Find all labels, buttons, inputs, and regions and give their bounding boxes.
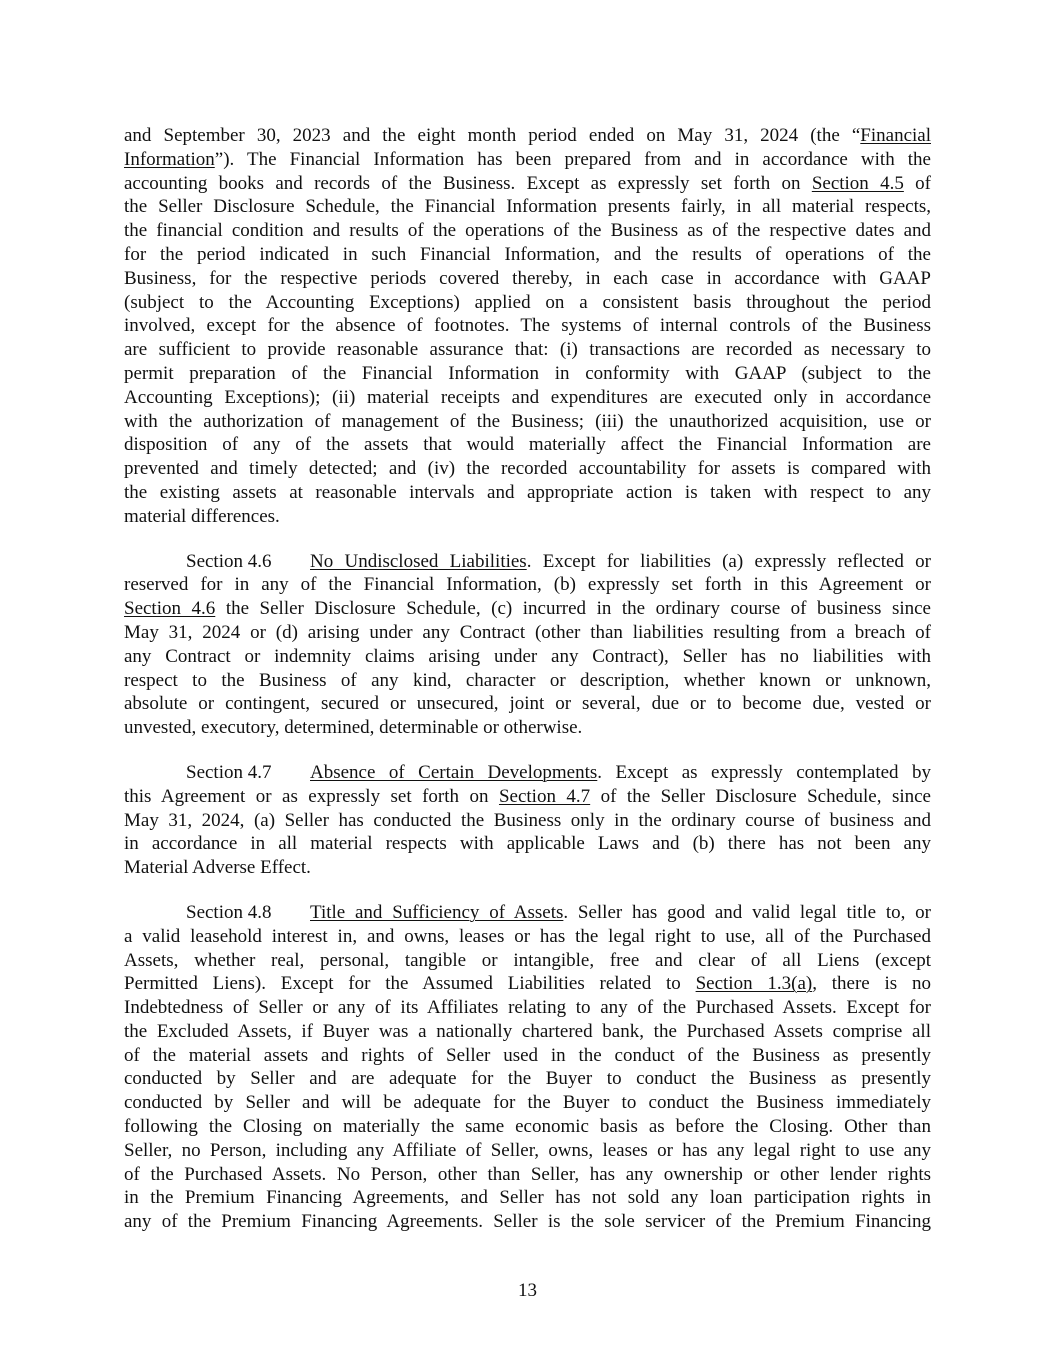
text-segment: and September 30, 2023 and the eight month period ended on May 31, 2024 (the “ xyxy=(124,125,861,146)
section-paragraph xyxy=(124,761,931,880)
text-line xyxy=(124,1210,931,1234)
text-line xyxy=(124,1115,931,1139)
text-segment: material differences. xyxy=(124,505,280,527)
text-segment: disposition of any of the assets that would materially affect the Financial Information are xyxy=(124,434,931,456)
text-line xyxy=(124,645,931,669)
text-line xyxy=(124,410,931,434)
text-line xyxy=(124,481,931,505)
text-segment: any of the Premium Financing Agreements. Seller is the sole servicer of the Premium Financing xyxy=(124,1211,931,1233)
text-segment: this Agreement or as expressly set forth on xyxy=(124,785,499,807)
text-segment: the Seller Disclosure Schedule, (c) incurred in the ordinary course of business since xyxy=(215,598,931,620)
text-line xyxy=(124,972,931,996)
text-line xyxy=(124,785,931,809)
text-segment: absolute or contingent, secured or unsecured, joint or several, due or to become due, vested or xyxy=(124,693,931,715)
text-segment: . Seller has good and valid legal title to, or xyxy=(563,901,931,923)
text-segment: in accordance in all material respects with applicable Laws and (b) there has not been any xyxy=(124,833,931,855)
text-line xyxy=(124,457,931,481)
text-segment: Permitted Liens). Except for the Assumed Liabilities related to xyxy=(124,973,696,995)
section-heading: Title and Sufficiency of Assets xyxy=(310,901,564,923)
text-segment: following the Closing on materially the same economic basis as before the Closing. Other than xyxy=(124,1116,931,1138)
text-segment: prevented and timely detected; and (iv) the recorded accountability for assets is compared with xyxy=(124,458,931,480)
text-line xyxy=(124,949,931,973)
cross-reference: Information xyxy=(124,148,215,170)
text-line xyxy=(124,243,931,267)
text-segment: in the Premium Financing Agreements, and Seller has not sold any loan participation rights in xyxy=(124,1187,931,1209)
text-segment: Assets, whether real, personal, tangible or intangible, free and clear of all Liens (except xyxy=(124,949,931,971)
text-line xyxy=(124,195,931,219)
text-line xyxy=(124,1163,931,1187)
cross-reference: Financial xyxy=(860,125,931,146)
text-line xyxy=(124,1091,931,1115)
text-segment: of the material assets and rights of Seller used in the conduct of the Business as presently xyxy=(124,1044,931,1066)
text-segment: of the Purchased Assets. No Person, other than Seller, has any ownership or other lender rights xyxy=(124,1163,931,1185)
cross-reference: Section 4.6 xyxy=(124,598,216,620)
text-segment: of xyxy=(903,172,931,194)
section-heading: Absence of Certain Developments xyxy=(310,761,598,783)
text-segment: reserved for in any of the Financial Information, (b) expressly set forth in this Agreement or xyxy=(124,574,931,596)
text-segment: conducted by Seller and will be adequate for the Buyer to conduct the Business immediately xyxy=(124,1092,931,1114)
text-line xyxy=(124,716,931,740)
section-paragraph xyxy=(124,901,931,1234)
text-segment: for the period indicated in such Financial Information, and the results of operations of the xyxy=(124,243,931,265)
text-segment: unvested, executory, determined, determinable or otherwise. xyxy=(124,717,583,739)
text-line xyxy=(124,996,931,1020)
text-line xyxy=(124,832,931,856)
text-segment: a valid leasehold interest in, and owns, leases or has the legal right to use, all of the Purchased xyxy=(124,925,931,947)
text-line xyxy=(124,291,931,315)
text-line xyxy=(124,362,931,386)
text-line xyxy=(124,433,931,457)
text-segment: . Except as expressly contemplated by xyxy=(597,761,932,783)
text-segment: (subject to the Accounting Exceptions) applied on a consistent basis throughout the period xyxy=(124,291,931,313)
text-segment: Indebtedness of Seller or any of its Affiliates relating to any of the Purchased Assets. Except for xyxy=(124,997,931,1019)
text-line xyxy=(124,761,931,785)
text-line xyxy=(124,597,931,621)
text-line xyxy=(124,901,931,925)
cross-reference: Section 4.5 xyxy=(811,172,904,194)
text-line xyxy=(124,338,931,362)
text-line xyxy=(124,550,931,574)
text-segment: Seller, no Person, including any Affiliate of Seller, owns, leases or has any legal right to use any xyxy=(124,1139,931,1161)
text-line xyxy=(124,505,931,529)
text-line xyxy=(124,692,931,716)
text-segment: involved, except for the absence of footnotes. The systems of internal controls of the Business xyxy=(124,315,931,337)
text-segment: May 31, 2024 or (d) arising under any Contract (other than liabilities resulting from a breach of xyxy=(124,621,931,643)
section-paragraph xyxy=(124,550,931,740)
text-line xyxy=(124,172,931,196)
text-line xyxy=(124,219,931,243)
page-number: 13 xyxy=(518,1280,537,1301)
text-line xyxy=(124,386,931,410)
text-line xyxy=(124,148,931,172)
cross-reference: Section 4.7 xyxy=(498,785,591,807)
text-segment: with the authorization of management of the Business; (iii) the unauthorized acquisition, use or xyxy=(124,410,931,432)
text-segment: accounting books and records of the Business. Except as expressly set forth on xyxy=(124,172,812,194)
text-segment: ”). The Financial Information has been prepared from and in accordance with the xyxy=(214,148,931,170)
text-line xyxy=(124,925,931,949)
text-segment: Material Adverse Effect. xyxy=(124,857,311,879)
paragraph xyxy=(124,124,931,529)
text-line xyxy=(124,1139,931,1163)
text-line xyxy=(124,124,931,148)
text-segment: , there is no xyxy=(812,973,931,995)
text-line xyxy=(124,809,931,833)
text-segment: respect to the Business of any kind, character or description, whether known or unknown, xyxy=(124,669,931,691)
text-segment: . Except for liabilities (a) expressly reflected or xyxy=(526,550,931,572)
text-line xyxy=(124,314,931,338)
text-line xyxy=(124,573,931,597)
text-line xyxy=(124,1186,931,1210)
text-segment: Accounting Exceptions); (ii) material receipts and expenditures are executed only in accordance xyxy=(124,386,931,408)
section-number: Section 4.8 xyxy=(186,901,272,923)
text-line xyxy=(124,1067,931,1091)
text-segment: permit preparation of the Financial Information in conformity with GAAP (subject to the xyxy=(124,362,931,384)
text-segment: May 31, 2024, (a) Seller has conducted the Business only in the ordinary course of business and xyxy=(124,809,931,831)
text-segment: are sufficient to provide reasonable assurance that: (i) transactions are recorded as necessary to xyxy=(124,339,931,361)
text-segment: the Excluded Assets, if Buyer was a nationally chartered bank, the Purchased Assets comprise all xyxy=(124,1020,931,1042)
text-segment: the financial condition and results of the operations of the Business as of the respective dates and xyxy=(124,220,931,242)
text-segment: the Seller Disclosure Schedule, the Financial Information presents fairly, in all material respects, xyxy=(124,196,931,218)
text-segment: conducted by Seller and are adequate for the Buyer to conduct the Business as presently xyxy=(124,1068,931,1090)
text-line xyxy=(124,856,931,880)
text-segment: of the Seller Disclosure Schedule, since xyxy=(590,785,931,807)
text-line xyxy=(124,1020,931,1044)
section-number: Section 4.7 xyxy=(186,761,272,783)
document-body xyxy=(124,124,931,1255)
text-segment: any Contract or indemnity claims arising under any Contract), Seller has no liabilities with xyxy=(124,645,931,667)
text-segment: Business, for the respective periods covered thereby, in each case in accordance with GAAP xyxy=(124,267,931,289)
text-line xyxy=(124,621,931,645)
section-number: Section 4.6 xyxy=(186,550,272,572)
text-line xyxy=(124,1044,931,1068)
cross-reference: Section 1.3(a) xyxy=(695,973,813,995)
text-line xyxy=(124,267,931,291)
text-segment: the existing assets at reasonable intervals and appropriate action is taken with respect to any xyxy=(124,481,931,503)
text-line xyxy=(124,669,931,693)
section-heading: No Undisclosed Liabilities xyxy=(310,550,527,572)
